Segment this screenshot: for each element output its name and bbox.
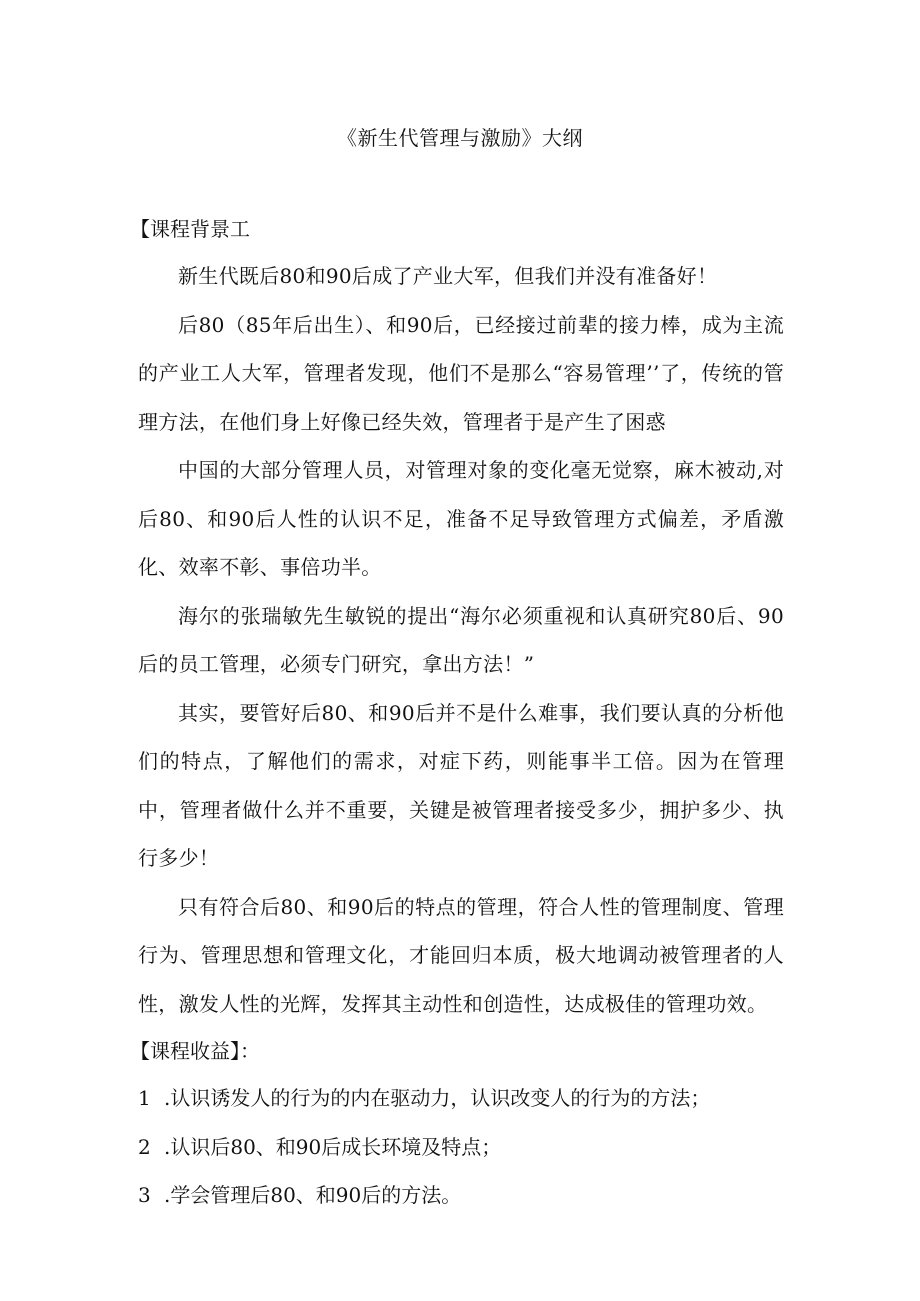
document-title: 《新生代管理与激励》大纲 bbox=[337, 126, 583, 150]
paragraph-approach: 其实，要管好后80、和90后并不是什么难事，我们要认真的分析他们的特点，了解他们的需求，对症下药，则能事半工倍。因为在管理中，管理者做什么并不重要，关键是被管理者接受多少，拥护多少、执行多少！ bbox=[138, 700, 784, 870]
section-heading-benefits: 【课程收益】： bbox=[130, 1039, 260, 1063]
paragraph-conclusion: 只有符合后80、和90后的特点的管理，符合人性的管理制度、管理行为、管理思想和管理文化，才能回归本质，极大地调动被管理者的人性，激发人性的光辉，发挥其主动性和创造性，达成极佳的管理功效。 bbox=[138, 894, 784, 1016]
paragraph-intro: 新生代既后80和90后成了产业大军，但我们并没有准备好！ bbox=[178, 264, 718, 288]
benefit-text: .认识诱发人的行为的内在驱动力，认识改变人的行为的方法； bbox=[164, 1086, 711, 1110]
paragraph-generation: 后80（85年后出生）、和90后，已经接过前辈的接力棒，成为主流的产业工人大军，管理者发现，他们不是那么“容易管理’’了，传统的管理方法，在他们身上好像已经失效，管理者于是产生了困惑 bbox=[138, 312, 784, 434]
benefit-number: 2 bbox=[138, 1134, 151, 1159]
benefit-item bbox=[138, 1171, 784, 1220]
paragraph-managers: 中国的大部分管理人员，对管理对象的变化毫无觉察，麻木被动,对后80、和90后人性的认识不足，准备不足导致管理方式偏差，矛盾激化、效率不彰、事倍功半。 bbox=[138, 458, 784, 579]
benefit-item bbox=[138, 1074, 784, 1123]
benefit-item bbox=[138, 1123, 784, 1172]
section-heading-background: 【课程背景工 bbox=[130, 217, 250, 241]
benefit-text: .认识后80、和90后成长环境及特点； bbox=[164, 1134, 502, 1159]
benefit-text: .学会管理后80、和90后的方法。 bbox=[164, 1183, 462, 1207]
paragraph-haier-quote: 海尔的张瑞敏先生敏锐的提出“海尔必须重视和认真研究80后、90后的员工管理，必须专门研究，拿出方法！” bbox=[138, 603, 784, 676]
document-body bbox=[130, 206, 784, 1220]
benefit-number: 1 bbox=[138, 1086, 151, 1110]
benefit-number: 3 bbox=[138, 1183, 151, 1207]
